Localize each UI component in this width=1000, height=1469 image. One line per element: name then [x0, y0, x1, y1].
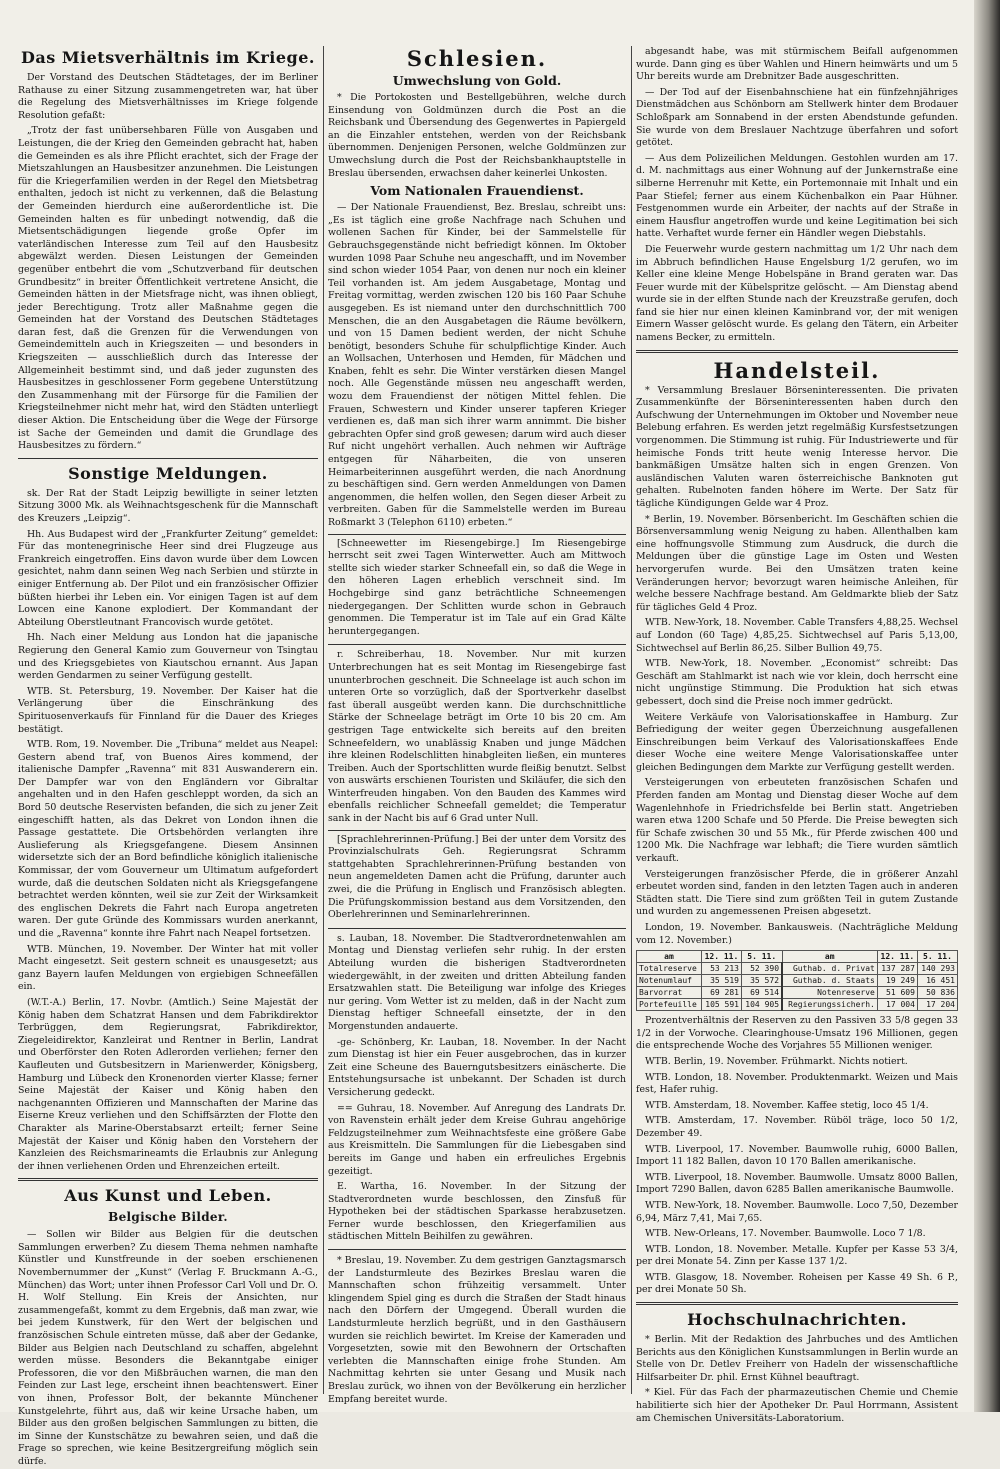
column-2 — [328, 46, 626, 1405]
table-cell: 53 213 — [701, 963, 741, 975]
section-divider — [636, 1302, 958, 1305]
article-paragraph: „Trotz der fast unübersehbaren Fülle von Ausgaben und Leistungen, die der Krieg den Gemeinden gebracht hat, haben die Gemeinden es als ihre Pflicht erachtet, sich der Frage der Mietszahlungen an Hausbesitzer anzunehmen. Die Leistungen für die Kriegerfamilien werden in der Regel den Mietsbetrag enthalten, jedoch ist nicht zu verkennen, daß die Belastung der Gemeinden hierdurch eine außerordentliche ist. Die Gemeinden halten es für unbedingt notwendig, daß die Mietsentschädigungen liegende große Opfer im vaterländischen Interesse zum Teil auf den Hausbesitz abgewälzt werden. Diesen Leistungen der Gemeinden gegenüber entbehrt die vom „Schutzverband für deutschen Grundbesitz“ in breiter Öffentlichkeit vertretene Ansicht, die Gemeinden hätten in der Mietsfrage nicht, was ihnen obliegt, jeder Berechtigung. Trotz aller Maßnahme gegen die Gemeinden hat der Vorstand des Deutschen Städtetages daran fest, daß die Grenzen für die Verwendungen von Gemeindemitteln auch in Kriegszeiten — und besonders in Kriegszeiten — ausschließlich durch das Interesse der Allgemeinheit bestimmt sind, und daß jeder zugunsten des Hausbesitzes in geschlossener Form gegebene Unterstützung den Zusammenhang mit der Fürsorge für die Familien der Kriegsteilnehmer nicht mehr hat, wird den Städten unterliegt dieser Aktion. Die Entscheidung über die Wege der Fürsorge ist Sache der Gemeinden und damit die Grundlage des Hausbesitzes zu fördern.“ — [18, 125, 318, 452]
article-paragraph: — Sollen wir Bilder aus Belgien für die deutschen Sammlungen erwerben? Zu diesem Thema nehmen namhafte Künstler und Kunstfreunde in der soeben erschienenen Novembernummer der „Kunst“ (Verlag F. Bruckmann A.-G., München) das Wort; unter ihnen Professor Carl Voll und Dr. O. H. Wolf Stellung. Ein Kreis der Ansichten, nur zusammengefaßt, kommt zu dem Ergebnis, daß man zwar, wie bei jedem Kunstwerk, für den Wert der belgischen und französischen Schule eintreten müsse, daß aber der Gedanke, Bilder aus Belgien nach Deutschland zu schaffen, abgelehnt werden müsse. Besonders die Bekanntgabe einiger Professoren, die vor den Mißbräuchen warnen, die man den Feinden zur Last lege, erscheint ihnen beachtenswert. Einer von ihnen, Professor Bolt, der bekannte Münchener Kunstgelehrte, führt aus, daß wir keine Ursache haben, um Bilder aus den großen belgischen Sammlungen zu bitten, die im Sinne der Kunstschätze zu bewahren seien, und daß die Frage so sprechen, wie keine Besitzergreifung möglich sein dürfe. — [18, 1229, 318, 1467]
table-cell: 17 004 — [877, 999, 917, 1011]
table-cell: Regierungssicherh. — [782, 999, 877, 1011]
bank-statement-table — [636, 950, 958, 1011]
table-row — [637, 963, 958, 975]
section-divider — [18, 458, 318, 459]
table-header-cell: am — [782, 951, 877, 963]
table-cell: 137 287 — [877, 963, 917, 975]
table-cell: 52 390 — [741, 963, 782, 975]
article-heading-miete: Das Mietsverhältnis im Kriege. — [21, 48, 315, 67]
column-rule — [631, 46, 632, 1394]
table-cell: 69 514 — [741, 987, 782, 999]
table-cell: 17 204 — [917, 999, 957, 1011]
news-item: Versteigerungen von erbeuteten französischen Schafen und Pferden fanden am Montag und Dienstag dieser Woche auf dem Wagenlehnhofe in Friedrichsfelde bei Berlin statt. Angetrieben waren etwa 1200 Schafe und 50 Pferde. Die Preise bewegten sich für Schafe zwischen 30 und 55 Mk., für Pferde zwischen 400 und 1200 Mk. Die Nachfrage war lebhaft; die Tiere wurden sämtlich verkauft. — [636, 777, 958, 865]
news-item: * Berlin. Mit der Redaktion des Jahrbuches und des Amtlichen Berichts aus den Königlichen Kunstsammlungen in Berlin wurde an Stelle von Dr. Detlev Freiherr von Hadeln der wissenschaftliche Hilfsarbeiter Dr. phil. Ernst Kühnel beauftragt. — [636, 1334, 958, 1383]
table-cell: 140 293 — [917, 963, 957, 975]
article-paragraph: * Die Portokosten und Bestellgebühren, welche durch Einsendung von Goldmünzen durch die Post an die Reichsbank und Übersendung des Gegenwertes in Papiergeld an die Einzahler entstehen, werden von der Reichsbank übernommen. Denjenigen Personen, welche Goldmünzen zur Umwechslung durch die Post der Reichsbankhauptstelle in Breslau übersenden, erwachsen daher keinerlei Unkosten. — [328, 92, 626, 179]
market-report: WTB. Berlin, 19. November. Frühmarkt. Nichts notiert. — [645, 1055, 908, 1067]
table-row — [637, 999, 958, 1011]
table-header-cell: 12. 11. — [877, 951, 917, 963]
news-item: * Berlin, 19. November. Börsenbericht. Im Geschäften schien die Börsenversammlung wenig Neigung zu haben. Allenthalben kam eine hoffnungsvolle Stimmung zum Ausdruck, die durch die Meldungen über die günstige Lage im Osten und Westen hervorgerufen wurde. Bei den Umsätzen traten keine Veränderungen hervor; bevorzugt waren heimische Anleihen, für welche bessere Nachfrage bestand. Am Geldmarkte blieb der Satz für tägliches Geld 4 Proz. — [636, 513, 958, 613]
news-item: WTB. St. Petersburg, 19. November. Der Kaiser hat die Verlängerung über die Einschränkung des Spirituosenverkaufs für Finnland für die Dauer des Krieges bestätigt. — [18, 685, 318, 735]
article-subheading: Vom Nationalen Frauendienst. — [370, 183, 584, 199]
article-paragraph: Prozentverhältnis der Reserven zu den Passiven 33 5/8 gegen 33 1/2 in der Vorwoche. Clearinghouse-Umsatz 196 Millionen, gegen die entsprechende Woche des Vorjahres 55 Millionen weniger. — [636, 1015, 958, 1052]
table-cell: 19 249 — [877, 975, 917, 987]
article-subheading: Umwechslung von Gold. — [392, 73, 562, 88]
news-item: WTB. München, 19. November. Der Winter hat mit voller Macht eingesetzt. Seit gestern schneit es unausgesetzt; aus ganz Bayern laufen Meldungen von ergiebigen Schneefällen ein. — [18, 943, 318, 993]
article-paragraph: Der Vorstand des Deutschen Städtetages, der im Berliner Rathause zu einer Sitzung zusammengetreten war, hat über die Regelung des Mietsverhältnisses im Kriege folgende Resolution gefaßt: — [18, 72, 318, 121]
news-item: WTB. Rom, 19. November. Die „Tribuna“ meldet aus Neapel: Gestern abend traf, von Buenos Aires kommend, der italienische Dampfer „Ravenna“ mit 831 Auswanderern ein. Der Dampfer war von den Engländern vor Gibraltar angehalten und in den Hafen geschleppt worden, da sich an Bord 50 deutsche Reservisten befanden, die sich zu jener Zeit eingeschifft hatten, als das Dekret von London ihnen die Passage gestattete. Die Ortsbehörden verlangten ihre Auslieferung als Kriegsgefangene. Diesem Ansinnen widersetzte sich der an Bord befindliche königlich italienische Kommissar, der vom Gouverneur um Ultimatum aufgefordert wurde, daß die deutschen Soldaten nicht als Kriegsgefangene betrachtet werden könnten, weil sie zur Zeit der Wirksamkeit des englischen Dekrets die Fahrt nach Europa angetreten waren. Der gute Gründe des Kommissars wurden anerkannt, und die „Ravenna“ konnte ihre Fahrt nach Neapel fortsetzen. — [18, 739, 318, 939]
news-item: WTB. New-York, 18. November. „Economist“ schreibt: Das Geschäft am Stahlmarkt ist nach wie vor klein, doch herrscht eine nicht ungünstige Stimmung. Die Produktion hat sich etwas gebessert, doch sind die Preise noch immer gedrückt. — [636, 658, 958, 707]
market-report: WTB. Amsterdam, 18. November. Kaffee stetig, loco 45 1/4. — [645, 1099, 929, 1111]
news-item: — Aus dem Polizeilichen Meldungen. Gestohlen wurden am 17. d. M. nachmittags aus einer Wohnung auf der Junkernstraße eine silberne Herrenuhr mit Kette, ein Portemonnaie mit Inhalt und ein Paar Stiefel; ferner aus einem Küchenbalkon ein Paar Hühner. Festgenommen wurde ein Arbeiter, der nachts auf der Straße in einem Hausflur angetroffen wurde und keine Legitimation bei sich hatte. Verhaftet wurde ferner ein Händler wegen Diebstahls. — [636, 152, 958, 240]
table-cell: Portefeuille — [637, 999, 702, 1011]
section-heading-schlesien: Schlesien. — [406, 46, 548, 71]
table-row — [637, 975, 958, 987]
boxed-notice — [328, 830, 626, 929]
column-rule — [323, 46, 324, 1394]
section-divider — [18, 1178, 318, 1181]
table-cell: Totalreserve — [637, 963, 702, 975]
news-item: == Guhrau, 18. November. Auf Anregung des Landrats Dr. von Ravenstein erhält jeder dem Kreise Guhrau angehörige Feldzugsteilnehmer zum Weihnachtsfeste eine größere Gabe aus Kreismitteln. Die Sammlungen für die Liebesgaben sind bereits im Gange und haben ein erfreuliches Ergebnis gezeitigt. — [328, 1102, 626, 1177]
market-report: WTB. Glasgow, 18. November. Roheisen per Kasse 49 Sh. 6 P., per drei Monate 50 Sh. — [636, 1271, 958, 1296]
table-cell: 50 836 — [917, 987, 957, 999]
table-cell: Notenreserve — [782, 987, 877, 999]
section-divider — [328, 1249, 626, 1250]
article-heading-sonstige: Sonstige Meldungen. — [68, 463, 268, 483]
market-report: WTB. New-York, 18. November. Baumwolle. Loco 7,50, Dezember 6,94, März 7,41, Mai 7,65. — [636, 1199, 958, 1224]
news-item: (W.T.-A.) Berlin, 17. Novbr. (Amtlich.) Seine Majestät der König haben dem Schatzrat Hansen und dem Fabrikdirektor Terbrüggen, dem Regierungsrat, Fabrikdirektor, Ziegeleidirektor, Kanzleirat und Rentner in Berlin, Landrat und Oberförster den Roten Adlerorden verliehen; ferner den Kaufleuten und Gutsbesitzern in Marienwerder, Königsberg, Hamburg und Lübeck den Kronenorden vierter Klasse; ferner Seine Majestät der Kaiser und König haben den nachgenannten Offizieren und Mannschaften der Marine das Eiserne Kreuz verliehen und den Schiffsärzten der Flotte den Charakter als Marine-Oberstabsarzt erteilt; ferner Seine Majestät der Kaiser und König haben den Vorstehern der Kanzleien des Reichsmarineamts die Erlaubnis zur Anlegung der ihnen verliehenen Orden und Ehrenzeichen erteilt. — [18, 996, 318, 1172]
section-heading-handel: Handelsteil. — [713, 357, 881, 383]
table-cell: Guthab. d. Privat — [782, 963, 877, 975]
section-divider — [636, 350, 958, 353]
bank-report-caption: London, 19. November. Bankausweis. (Nachträgliche Meldung vom 12. November.) — [636, 922, 958, 946]
table-cell: Guthab. d. Staats — [782, 975, 877, 987]
column-1 — [18, 46, 318, 1467]
column-3 — [636, 46, 958, 1424]
table-header-cell: 5. 11. — [917, 951, 957, 963]
table-cell: 104 905 — [741, 999, 782, 1011]
news-item: * Kiel. Für das Fach der pharmazeutischen Chemie und Chemie habilitierte sich hier der Apotheker Dr. Paul Horrmann, Assistent am Chemischen Universitäts-Laboratorium. — [636, 1387, 958, 1424]
table-cell: 16 451 — [917, 975, 957, 987]
table-cell: 69 281 — [701, 987, 741, 999]
table-header-row — [637, 951, 958, 963]
section-heading-hochschul: Hochschulnachrichten. — [687, 1310, 907, 1330]
article-paragraph: [Schneewetter im Riesengebirge.] Im Riesengebirge herrscht seit zwei Tagen Winterwetter. Auch am Mittwoch stellte sich wieder starker Schneefall ein, so daß die Wege in den höheren Lagen erheblich verschneit sind. Im Hochgebirge sind ganz beträchtliche Schneemengen niedergegangen. Der Schlitten wurde schon in Gebrauch genommen. Die Temperatur ist im Tale auf ein Grad Kälte heruntergegangen. — [328, 537, 626, 637]
market-report: WTB. Liverpool, 17. November. Baumwolle ruhig, 6000 Ballen, Import 11 182 Ballen, davon 10 170 Ballen amerikanische. — [636, 1143, 958, 1168]
news-item: * Breslau, 19. November. Zu dem gestrigen Ganztagsmarsch der Landsturmleute des Bezirkes Breslau waren die Mannschaften schon frühzeitig versammelt. Unter klingendem Spiel ging es durch die Straßen der Stadt hinaus nach den Dörfern der Umgegend. Überall wurden die Landsturmleute herzlich begrüßt, und in den Gasthäusern wurden sie reichlich bewirtet. Im Kreise der Kameraden und Vorgesetzten, sowie mit den Bewohnern der Ortschaften verlebten die Mannschaften einige frohe Stunden. Am Nachmittag kehrten sie unter Gesang und Musik nach Breslau zurück, wo ihnen von der Bevölkerung ein herzlicher Empfang bereitet wurde. — [328, 1255, 626, 1405]
news-item: s. Lauban, 18. November. Die Stadtverordnetenwahlen am Montag und Dienstag verliefen sehr ruhig. In der ersten Abteilung wurden die bisherigen Stadtverordneten wiedergewählt, in der zweiten und dritten Abteilung fanden Ersatzwahlen statt. Die Beteiligung war infolge des Krieges nur gering. Vom Wetter ist zu melden, daß in der Nacht zum Dienstag heftiger Schneefall einsetzte, der in den Morgenstunden andauerte. — [328, 932, 626, 1032]
table-cell: 51 609 — [877, 987, 917, 999]
news-item: -ge- Schönberg, Kr. Lauban, 18. November. In der Nacht zum Dienstag ist hier ein Feuer ausgebrochen, das in kurzer Zeit eine Scheune des Bauerngutsbesitzers einäscherte. Die Entstehungsursache ist unbekannt. Der Schaden ist durch Versicherung gedeckt. — [328, 1036, 626, 1098]
table-header-cell: am — [637, 951, 702, 963]
news-item: Hh. Aus Budapest wird der „Frankfurter Zeitung“ gemeldet: Für das montenegrinische Heer sind drei Flugzeuge aus Frankreich eingetroffen. Eins davon wurde über dem Lowcen gesichtet, nahm dann seinen Weg nach Serbien und stürzte in einiger Entfernung ab. Der Pilot und ein französischer Offizier büßten hierbei ihr Leben ein. Vor einigen Tagen ist auf dem Lowcen eine Kanone explodiert. Der Kommandant der Abteilung Oberstleutnant Francovisch wurde getötet. — [18, 528, 318, 628]
table-row — [637, 987, 958, 999]
table-cell: 35 572 — [741, 975, 782, 987]
table-header-cell: 12. 11. — [701, 951, 741, 963]
news-item: r. Schreiberhau, 18. November. Nur mit kurzen Unterbrechungen hat es seit Montag im Riesengebirge fast ununterbrochen geschneit. Die Schneelage ist auch schon im unteren Orte so vorzüglich, daß der Sportverkehr daselbst fast überall ausgeübt werden kann. Die durchschnittliche Stärke der Schneelage beträgt im Orte 10 bis 20 cm. Am gestrigen Tage entwickelte sich bereits auf den breiten Schneefeldern, wo unablässig Knaben und junge Mädchen ihre kleinen Rodelschlitten hinabgleiten ließen, ein munteres Treiben. Auch der Sportschlitten wurde fleißig benutzt. Selbst von auswärts erschienen Touristen und Skiläufer, die sich den Winterfreuden hingaben. Von den Bauden des Kammes wird ebenfalls reichlicher Schneefall gemeldet; die Temperatur sank in der Nacht bis auf 6 Grad unter Null. — [328, 649, 626, 825]
news-item: abgesandt habe, was mit stürmischem Beifall aufgenommen wurde. Dann ging es über Wahlen und Hinern heimwärts und um 5 Uhr bereits wurde am Drebnitzer Bade ausgeschritten. — [636, 46, 958, 83]
boxed-notice — [328, 534, 626, 646]
article-heading-kunst: Aus Kunst und Leben. — [64, 1186, 272, 1206]
market-report: WTB. Liverpool, 18. November. Baumwolle. Umsatz 8000 Ballen, Import 7290 Ballen, davon 6285 Ballen amerikanische Baumwolle. — [636, 1171, 958, 1196]
article-paragraph: [Sprachlehrerinnen-Prüfung.] Bei der unter dem Vorsitz des Provinzialschulrats Geh. Regierungsrat Schramm stattgehabten Sprachlehrerinnen-Prüfung bestanden von neun angemeldeten Damen acht die Prüfung, darunter auch zwei, die die Prüfung in Englisch und Französisch ablegten. Die Prüfungskommission bestand aus dem Vorsitzenden, den Oberlehrerinnen und Seminarlehrerinnen. — [328, 833, 626, 921]
page-edge-shadow — [974, 0, 1000, 1412]
market-report: WTB. Amsterdam, 17. November. Rüböl träge, loco 50 1/2, Dezember 49. — [636, 1115, 958, 1139]
table-cell: Barvorrat — [637, 987, 702, 999]
news-item: Weitere Verkäufe von Valorisationskaffee in Hamburg. Zur Befriedigung der weiter gegen Überzeichnung ausgefallenen Einschreibungen beim Verkauf des Valorisationskaffees Ende dieser Woche eine weitere Menge Valorisationskaffee unter gleichen Bedingungen dem Markte zur Verfügung gestellt werden. — [636, 711, 958, 773]
news-item: Versteigerungen französischer Pferde, die in größerer Anzahl erbeutet worden sind, fanden in den letzten Tagen auch in anderen Städten statt. Die Tiere sind zum größten Teil in gutem Zustande und wurden zu angemessenen Preisen abgesetzt. — [636, 868, 958, 918]
news-item: WTB. New-York, 18. November. Cable Transfers 4,88,25. Wechsel auf London (60 Tage) 4,85,25. Sichtwechsel auf Paris 5,13,00, Sichtwechsel auf Berlin 86,25. Silber Bullion 49,75. — [636, 617, 958, 654]
table-header-cell: 5. 11. — [741, 951, 782, 963]
market-report: WTB. London, 18. November. Produktenmarkt. Weizen und Mais fest, Hafer ruhig. — [636, 1071, 958, 1096]
news-item: * Versammlung Breslauer Börseninteressenten. Die privaten Zusammenkünfte der Börseninteressenten haben durch den Aufschwung der Unternehmungen im Oktober und November neue Belebung erfahren. Es werden jetzt regelmäßig Kursfestsetzungen vorgenommen. Die Stimmung ist ruhig. Für Industriewerte und für heimische Fonds tritt heute wenig Interesse hervor. Die bankmäßigen Umsätze halten sich in engen Grenzen. Von ausländischen Valuten waren österreichische Banknoten gut gehalten. Rubelnoten fanden höhere im Werte. Der Satz für tägliche Kündigungen Gelde war 4 Proz. — [636, 384, 958, 509]
article-subheading: Belgische Bilder. — [108, 1210, 228, 1225]
news-item: Die Feuerwehr wurde gestern nachmittag um 1/2 Uhr nach dem im Abbruch befindlichen Hause Engelsburg 1/2 gerufen, wo im Keller eine kleine Menge Hobelspäne in Brand geraten war. Das Feuer wurde mit der Kübelspritze gelöscht. — Am Dienstag abend wurde sie in der elften Stunde nach der Kreuzstraße gerufen, doch fand sie hier nur einen kleinen Kaminbrand vor, der mit wenigen Eimern Wasser gelöscht wurde. Es gelang den Tätern, ein Arbeiter namens Becker, zu ermitteln. — [636, 243, 958, 344]
news-item: E. Wartha, 16. November. In der Sitzung der Stadtverordneten wurde beschlossen, den Zinsfuß für Hypotheken bei der städtischen Sparkasse herabzusetzen. Ferner wurde beschlossen, den Kriegerfamilien aus städtischen Mitteln Beihilfen zu gewähren. — [328, 1181, 626, 1243]
market-report: WTB. London, 18. November. Metalle. Kupfer per Kasse 53 3/4, per drei Monate 54. Zinn per Kasse 137 1/2. — [636, 1243, 958, 1268]
news-item: Hh. Nach einer Meldung aus London hat die japanische Regierung den General Kamio zum Gouverneur von Tsingtau und des Kriegsgebietes von Kiautschou ernannt. Aus Japan werden Gendarmen zu seiner Verfügung gestellt. — [18, 632, 318, 682]
news-item: sk. Der Rat der Stadt Leipzig bewilligte in seiner letzten Sitzung 3000 Mk. als Weihnachtsgeschenk für die Mannschaft des Kreuzers „Leipzig“. — [18, 487, 318, 524]
article-paragraph: — Der Nationale Frauendienst, Bez. Breslau, schreibt uns: „Es ist täglich eine große Nachfrage nach Schuhen und wollenen Sachen für Kinder, bei der Sammelstelle für Gebrauchsgegenstände nicht befriedigt können. Im Oktober wurden 1098 Paar Schuhe neu angeschafft, und im November sind schon wieder 1054 Paar, von denen nur noch ein kleiner Teil vorhanden ist. Am jedem Ausgabetage, Montag und Freitag vormittag, werden zwischen 120 bis 160 Paar Schuhe ausgegeben. Es ist niemand unter den durchschnittlich 700 Menschen, die an den Ausgabetagen die Räume bevölkern, und von 15 Damen bedient werden, der nicht Schuhe benötigt, besonders Schuhe für schulpflichtige Kinder. Auch an Wollsachen, Unterhosen und Hemden, für Mädchen und Knaben, fehlt es sehr. Die Winter verstärken diesen Mangel noch. Alle Gegenstände müssen neu angeschafft werden, wozu dem Frauendienst der nötigen Mittel fehlen. Die Frauen, Schwestern und Kinder unserer tapferen Krieger verdienen es, daß man sich ihrer warm annimmt. Die bisher gebrachten Opfer sind groß gewesen; darum wird auch dieser Ruf nicht ungehört verhallen. Auch nehmen wir Aufträge entgegen für Näharbeiten, die von unseren Heimarbeiterinnen ausgeführt werden, die nach Anordnung zu beschäftigen sind. Gern werden Anmeldungen von Damen angenommen, die helfen wollen, den Segen dieser Arbeit zu verbreiten. Gaben für die Sammelstelle werden im Bureau Roßmarkt 3 (Telephon 6110) erbeten.“ — [328, 202, 626, 528]
news-item: — Der Tod auf der Eisenbahnschiene hat ein fünfzehnjähriges Dienstmädchen aus Schönborn am Stellwerk hinter dem Brodauer Schloßpark am Sonnabend in der ersten Abendstunde gefunden. Sie wurde von dem Breslauer Nachtzuge überfahren und sofort getötet. — [636, 86, 958, 149]
table-cell: 35 519 — [701, 975, 741, 987]
market-report: WTB. New-Orleans, 17. November. Baumwolle. Loco 7 1/8. — [645, 1228, 926, 1240]
table-cell: 105 591 — [701, 999, 741, 1011]
table-cell: Notenumlauf — [637, 975, 702, 987]
